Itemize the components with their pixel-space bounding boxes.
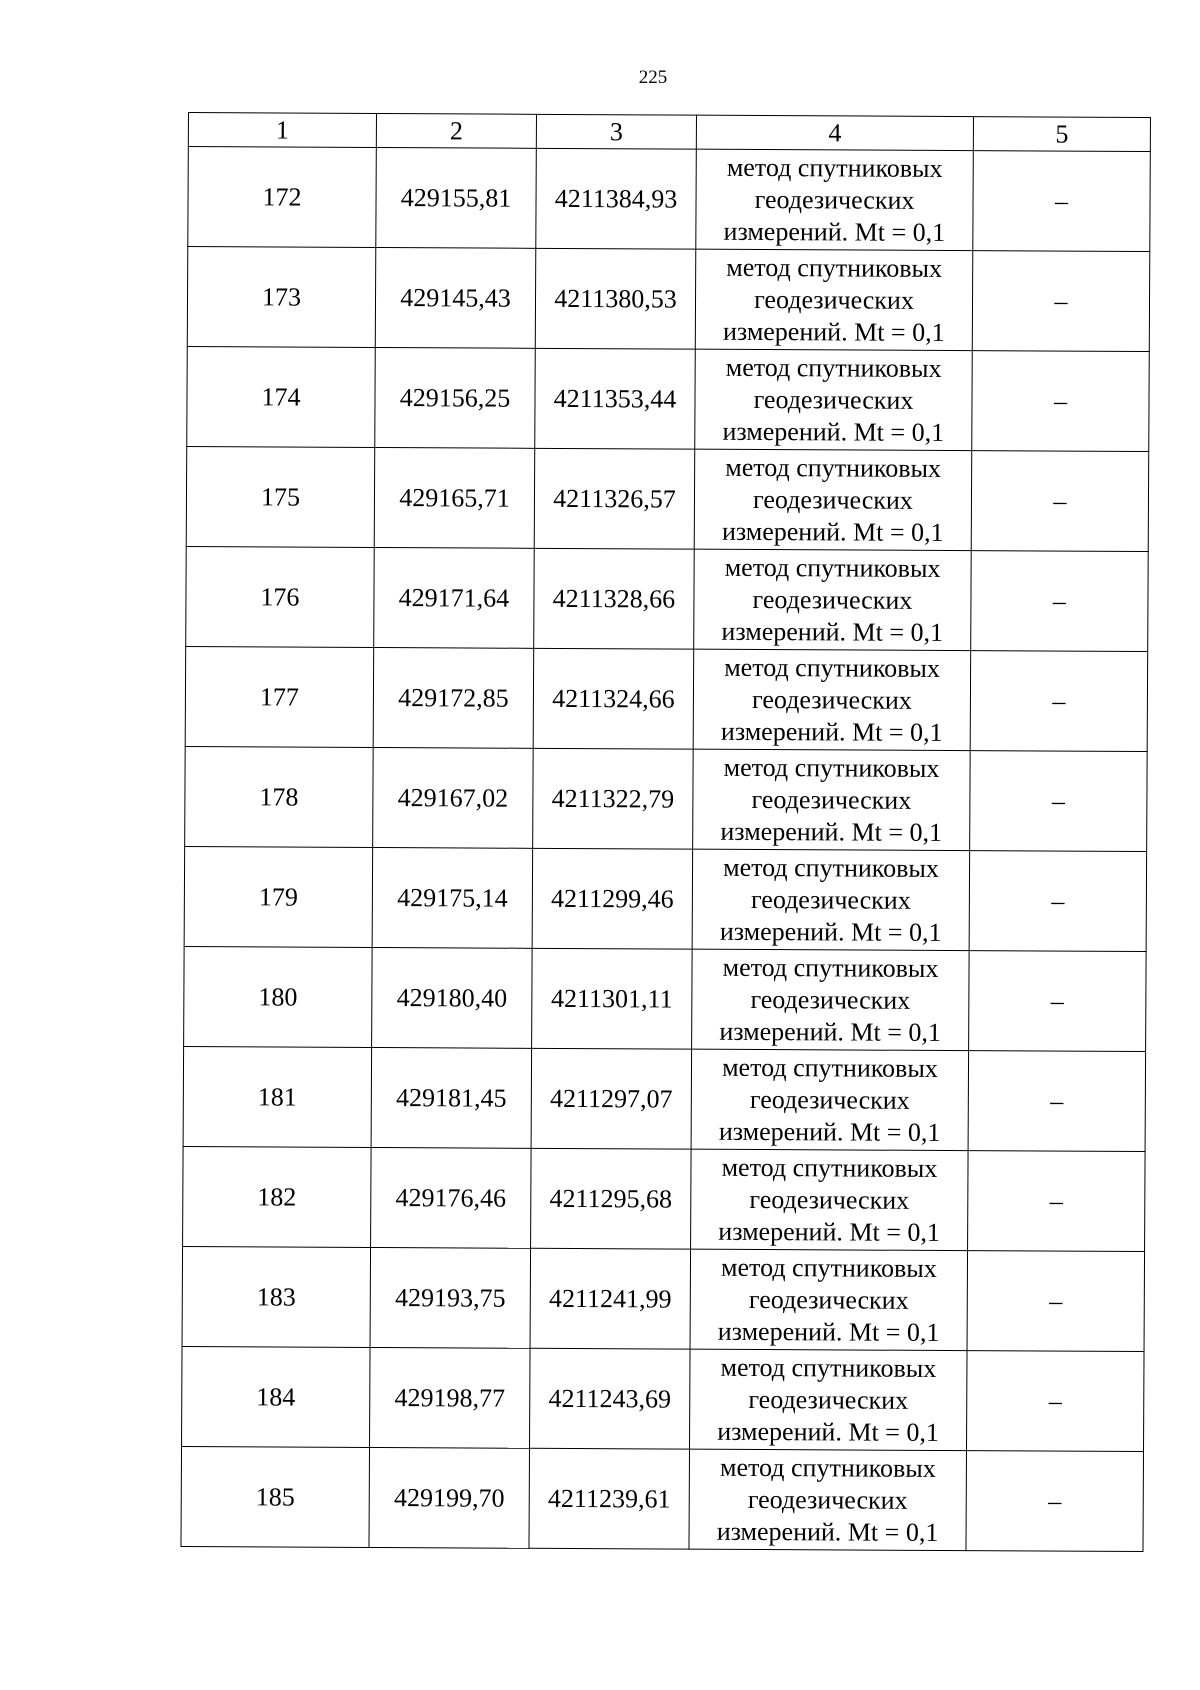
x-coordinate-cell: 429155,81 bbox=[376, 147, 537, 248]
table-row bbox=[186, 546, 1149, 651]
note-cell: – bbox=[972, 251, 1150, 352]
method-cell bbox=[692, 849, 970, 950]
note-cell: – bbox=[968, 1051, 1146, 1152]
x-coordinate-cell: 429156,25 bbox=[375, 347, 536, 448]
note-cell: – bbox=[970, 751, 1148, 852]
method-text: метод спутниковых геодезических измерений. Mt = 0,1 bbox=[718, 1052, 941, 1147]
table-row bbox=[183, 1146, 1146, 1251]
note-cell: – bbox=[972, 351, 1150, 452]
table-row bbox=[186, 446, 1149, 551]
point-number-cell: 178 bbox=[185, 746, 374, 847]
x-coordinate-cell: 429199,70 bbox=[369, 1447, 530, 1548]
method-cell bbox=[694, 549, 972, 650]
point-number-cell: 177 bbox=[185, 646, 374, 747]
point-number-cell: 172 bbox=[188, 147, 377, 248]
point-number-cell: 183 bbox=[182, 1246, 371, 1347]
header-col-3: 3 bbox=[536, 114, 696, 149]
method-text: метод спутниковых геодезических измерений. Mt = 0,1 bbox=[721, 552, 944, 647]
x-coordinate-cell: 429198,77 bbox=[370, 1347, 531, 1448]
table-body bbox=[181, 147, 1150, 1552]
note-cell: – bbox=[968, 1151, 1146, 1252]
point-number-cell: 175 bbox=[186, 446, 375, 547]
method-text: метод спутниковых геодезических измерений. Mt = 0,1 bbox=[717, 1352, 939, 1447]
note-cell: – bbox=[971, 451, 1149, 552]
table-row bbox=[185, 746, 1148, 851]
table-row bbox=[185, 646, 1148, 751]
x-coordinate-cell: 429145,43 bbox=[375, 247, 536, 348]
table-row bbox=[184, 846, 1147, 951]
x-coordinate-cell: 429176,46 bbox=[371, 1147, 532, 1248]
point-number-cell: 182 bbox=[183, 1146, 372, 1247]
method-cell bbox=[696, 149, 974, 250]
method-cell bbox=[689, 1449, 967, 1550]
method-cell bbox=[691, 1049, 969, 1150]
y-coordinate-cell: 4211384,93 bbox=[536, 148, 697, 249]
method-cell bbox=[692, 949, 970, 1050]
method-cell bbox=[693, 749, 971, 850]
method-text: метод спутниковых геодезических измерений. Mt = 0,1 bbox=[720, 752, 943, 847]
note-cell: – bbox=[967, 1251, 1145, 1352]
note-cell: – bbox=[973, 151, 1151, 252]
note-cell: – bbox=[966, 1451, 1144, 1552]
method-text: метод спутниковых геодезических измерений. Mt = 0,1 bbox=[722, 252, 945, 347]
table-row bbox=[184, 946, 1147, 1051]
y-coordinate-cell: 4211297,07 bbox=[531, 1048, 692, 1149]
y-coordinate-cell: 4211241,99 bbox=[530, 1248, 691, 1349]
table-row bbox=[182, 1246, 1145, 1351]
method-text: метод спутниковых геодезических измерений. Mt = 0,1 bbox=[721, 452, 944, 547]
x-coordinate-cell: 429180,40 bbox=[372, 947, 533, 1048]
note-cell: – bbox=[967, 1351, 1145, 1452]
y-coordinate-cell: 4211324,66 bbox=[533, 648, 694, 749]
method-text: метод спутниковых геодезических измерений. Mt = 0,1 bbox=[716, 1452, 939, 1547]
method-cell bbox=[695, 349, 973, 450]
point-number-cell: 173 bbox=[187, 247, 376, 348]
point-number-cell: 185 bbox=[181, 1446, 370, 1547]
point-number-cell: 176 bbox=[186, 546, 375, 647]
note-cell: – bbox=[971, 551, 1149, 652]
note-cell: – bbox=[969, 851, 1147, 952]
y-coordinate-cell: 4211328,66 bbox=[534, 548, 695, 649]
point-number-cell: 174 bbox=[187, 346, 376, 447]
header-col-2: 2 bbox=[376, 113, 536, 148]
y-coordinate-cell: 4211380,53 bbox=[535, 248, 696, 349]
y-coordinate-cell: 4211239,61 bbox=[529, 1448, 690, 1549]
method-cell bbox=[690, 1349, 968, 1450]
y-coordinate-cell: 4211301,11 bbox=[532, 948, 693, 1049]
x-coordinate-cell: 429165,71 bbox=[374, 447, 535, 548]
table-row bbox=[182, 1346, 1145, 1451]
page-number: 225 bbox=[638, 67, 668, 88]
method-text: метод спутниковых геодезических измерений. Mt = 0,1 bbox=[717, 1252, 940, 1347]
method-cell bbox=[695, 249, 973, 350]
table-row bbox=[183, 1046, 1146, 1151]
y-coordinate-cell: 4211353,44 bbox=[535, 348, 696, 449]
method-text: метод спутниковых геодезических измерений. Mt = 0,1 bbox=[722, 352, 945, 447]
x-coordinate-cell: 429171,64 bbox=[374, 547, 535, 648]
y-coordinate-cell: 4211243,69 bbox=[530, 1348, 691, 1449]
header-col-4: 4 bbox=[696, 115, 973, 150]
method-text: метод спутниковых геодезических измерений. Mt = 0,1 bbox=[719, 852, 942, 947]
point-number-cell: 180 bbox=[184, 946, 373, 1047]
point-number-cell: 184 bbox=[182, 1346, 371, 1447]
y-coordinate-cell: 4211326,57 bbox=[534, 448, 695, 549]
method-cell bbox=[691, 1149, 969, 1250]
header-row bbox=[188, 113, 1150, 152]
x-coordinate-cell: 429172,85 bbox=[373, 647, 534, 748]
header-col-1: 1 bbox=[188, 113, 376, 148]
method-text: метод спутниковых геодезических измерений. Mt = 0,1 bbox=[723, 152, 946, 247]
header-col-5: 5 bbox=[973, 117, 1150, 152]
y-coordinate-cell: 4211299,46 bbox=[532, 848, 693, 949]
method-cell bbox=[694, 449, 972, 550]
y-coordinate-cell: 4211322,79 bbox=[533, 748, 694, 849]
coordinates-table bbox=[180, 112, 1151, 1552]
point-number-cell: 179 bbox=[184, 846, 373, 947]
method-cell bbox=[693, 649, 971, 750]
x-coordinate-cell: 429175,14 bbox=[372, 847, 533, 948]
x-coordinate-cell: 429181,45 bbox=[371, 1047, 532, 1148]
x-coordinate-cell: 429167,02 bbox=[373, 747, 534, 848]
note-cell: – bbox=[970, 651, 1148, 752]
x-coordinate-cell: 429193,75 bbox=[370, 1247, 531, 1348]
method-cell bbox=[690, 1249, 968, 1350]
y-coordinate-cell: 4211295,68 bbox=[531, 1148, 692, 1249]
method-text: метод спутниковых геодезических измерений. Mt = 0,1 bbox=[720, 652, 943, 747]
note-cell: – bbox=[969, 951, 1147, 1052]
table-row bbox=[187, 247, 1150, 352]
table-row bbox=[181, 1446, 1144, 1551]
point-number-cell: 181 bbox=[183, 1046, 372, 1147]
table-row bbox=[188, 147, 1151, 252]
table-row bbox=[187, 346, 1150, 451]
table-header bbox=[188, 113, 1150, 152]
method-text: метод спутниковых геодезических измерений. Mt = 0,1 bbox=[718, 1152, 941, 1247]
method-text: метод спутниковых геодезических измерений. Mt = 0,1 bbox=[719, 952, 942, 1047]
